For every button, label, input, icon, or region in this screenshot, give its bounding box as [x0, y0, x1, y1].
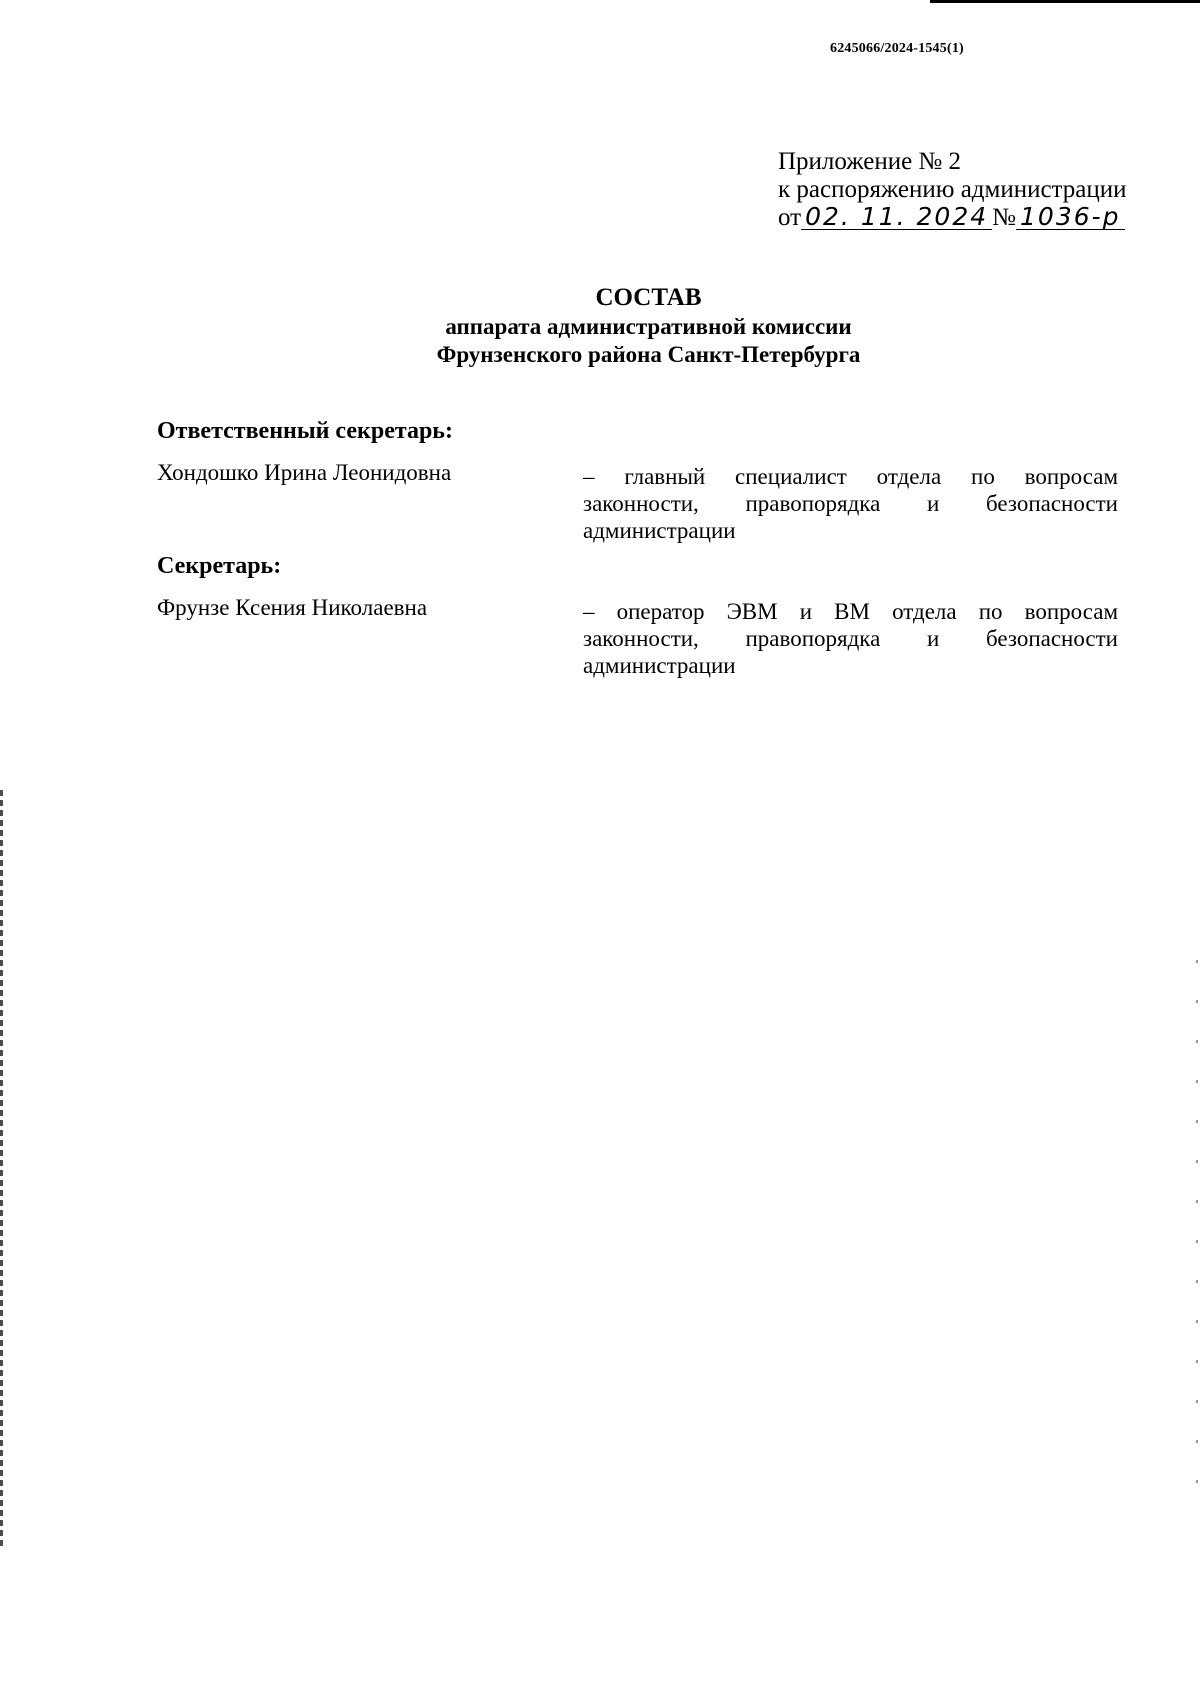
scan-border-left [0, 790, 3, 1550]
appendix-title: Приложение № 2 [778, 148, 962, 175]
section-heading-secretary: Секретарь: [157, 553, 282, 579]
handwritten-date: 02. 11. 2024 [801, 205, 992, 230]
person-name: Хондошко Ирина Леонидовна [157, 460, 452, 485]
appendix-date-number [778, 204, 1127, 232]
person-role: – главный специалист отдела по вопросам законности, правопорядка и безопасности администрации [583, 464, 1118, 543]
appendix-reference: к распоряжению администрации [778, 176, 1127, 203]
title-main: СОСТАВ [595, 284, 702, 311]
title-line-2: аппарата административной комиссии [445, 314, 852, 339]
appendix-block [778, 148, 1127, 232]
scan-border-top [930, 0, 1200, 3]
handwritten-number: 1036-р [1016, 205, 1125, 230]
from-prefix: от [778, 204, 802, 231]
title-line-3: Фрунзенского района Санкт-Петербурга [436, 342, 861, 367]
number-sign: № [992, 204, 1017, 231]
document-title [0, 283, 1200, 369]
section-heading-responsible-secretary: Ответственный секретарь: [157, 418, 453, 444]
scan-border-right [1196, 960, 1198, 1520]
person-name: Фрунзе Ксения Николаевна [157, 595, 428, 620]
person-role: – оператор ЭВМ и ВМ отдела по вопросам законности, правопорядка и безопасности администрации [583, 599, 1118, 678]
document-id: 6245066/2024-1545(1) [830, 41, 964, 56]
